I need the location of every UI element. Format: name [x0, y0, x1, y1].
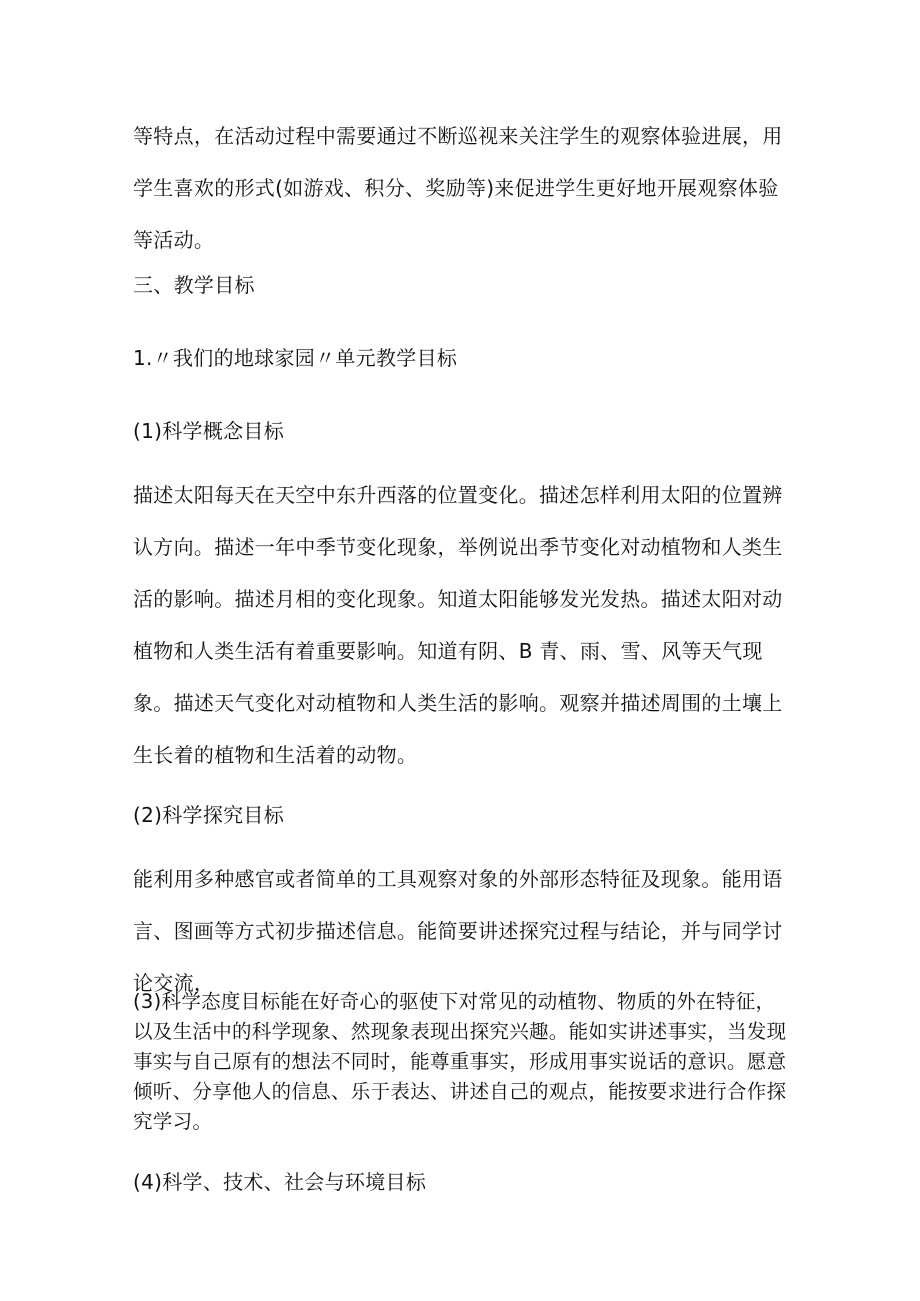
science-concept-heading: (1)科学概念目标	[133, 419, 285, 443]
unit-goals-heading: 1.〃我们的地球家园〃单元教学目标	[133, 346, 458, 370]
science-concept-paragraph: 描述太阳每天在天空中东升西落的位置变化。描述怎样利用太阳的位置辨认方向。描述一年中季节变化现象，举例说出季节变化对动植物和人类生活的影响。描述月相的变化现象。知道太阳能够发光发热。描述太阳对动植物和人类生活有着重要影响。知道有阴、B 青、雨、雪、风等天气现象。描述天气变化对动植物和人类生活的影响。观察并描述周围的土壤上生长着的植物和生活着的动物。	[133, 483, 783, 767]
science-inquiry-heading: (2)科学探究目标	[133, 803, 285, 827]
stse-goals-heading: (4)科学、技术、社会与环境目标	[133, 1170, 427, 1194]
intro-paragraph: 等特点，在活动过程中需要通过不断巡视来关注学生的观察体验进展，用学生喜欢的形式(如游戏、积分、奖励等)来促进学生更好地开展观察体验等活动。	[133, 124, 783, 252]
science-inquiry-paragraph: 能利用多种感官或者简单的工具观察对象的外部形态特征及现象。能用语言、图画等方式初步描述信息。能简要讲述探究过程与结论，并与同学讨论交流，	[133, 867, 783, 995]
science-attitude-paragraph: (3)科学态度目标能在好奇心的驱使下对常见的动植物、物质的外在特征，以及生活中的科学现象、然现象表现出探究兴趣。能如实讲述事实，当发现事实与自己原有的想法不同时，能尊重事实，形成用事实说话的意识。愿意倾听、分享他人的信息、乐于表达、讲述自己的观点，能按要求进行合作探究学习。	[133, 990, 787, 1133]
section-heading-teaching-goals: 三、教学目标	[133, 273, 255, 297]
